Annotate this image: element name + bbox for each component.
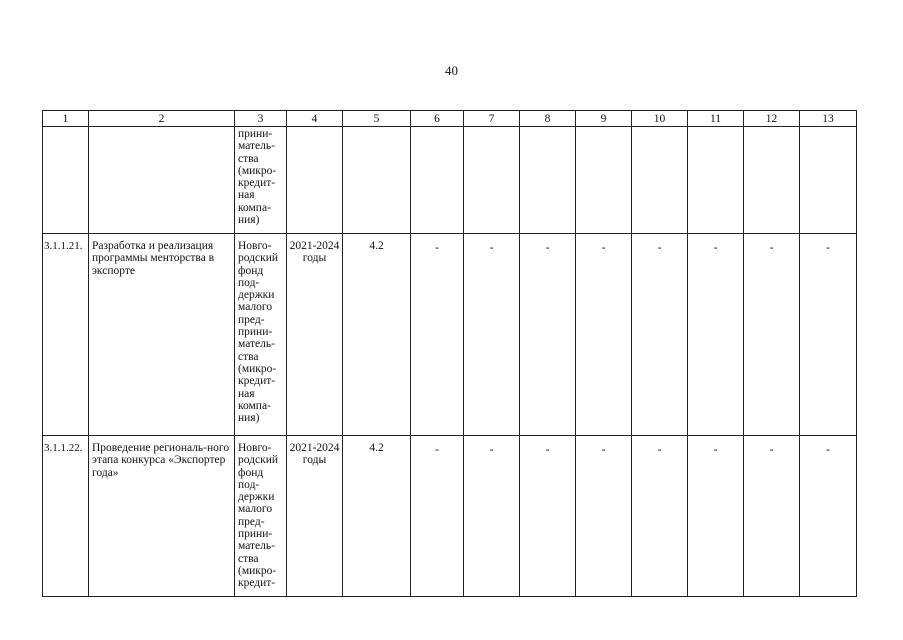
column-header: 8 <box>520 111 576 127</box>
activity-name: Разработка и реализация программы менторства в экспорте <box>89 234 235 436</box>
organization-cell: Новго- родский фонд под- держки малого пред- прини- матель- ства (микро- кредит- <box>235 436 287 597</box>
page-number: 40 <box>445 63 458 78</box>
empty-value-cell: - <box>520 436 576 597</box>
column-header: 5 <box>343 111 411 127</box>
empty-value-cell: - <box>464 234 520 436</box>
period-cell: 2021-2024 годы <box>287 436 343 597</box>
header-row <box>43 111 857 127</box>
empty-value-cell: - <box>632 436 688 597</box>
empty-value-cell: - <box>800 436 857 597</box>
column-header: 12 <box>744 111 800 127</box>
column-header: 4 <box>287 111 343 127</box>
organization-cell: Новго- родский фонд под- держки малого пред- прини- матель- ства (микро- кредит- ная компа- ния) <box>235 234 287 436</box>
column-header: 6 <box>411 111 464 127</box>
value-cell: 4.2 <box>343 436 411 597</box>
column-header: 11 <box>688 111 744 127</box>
column-header: 7 <box>464 111 520 127</box>
column-header: 10 <box>632 111 688 127</box>
activity-name: Проведение региональ-ного этапа конкурса «Экспортер года» <box>89 436 235 597</box>
empty-value-cell: - <box>800 234 857 436</box>
empty-value-cell: - <box>411 234 464 436</box>
empty-value-cell: - <box>688 436 744 597</box>
empty-value-cell: - <box>576 436 632 597</box>
row-number: 3.1.1.21. <box>43 234 89 436</box>
column-header: 2 <box>89 111 235 127</box>
empty-value-cell: - <box>744 436 800 597</box>
column-header: 9 <box>576 111 632 127</box>
empty-value-cell: - <box>520 234 576 436</box>
table-row <box>43 436 857 597</box>
value-cell: 4.2 <box>343 234 411 436</box>
period-cell: 2021-2024 годы <box>287 234 343 436</box>
column-header: 1 <box>43 111 89 127</box>
empty-value-cell: - <box>688 234 744 436</box>
data-table <box>42 110 857 597</box>
empty-value-cell: - <box>744 234 800 436</box>
column-header: 13 <box>800 111 857 127</box>
empty-value-cell: - <box>464 436 520 597</box>
empty-value-cell: - <box>576 234 632 436</box>
empty-value-cell: - <box>632 234 688 436</box>
organization-cell: прини- матель- ства (микро- кредит- ная компа- ния) <box>235 127 287 234</box>
row-number: 3.1.1.22. <box>43 436 89 597</box>
column-header: 3 <box>235 111 287 127</box>
table-row <box>43 234 857 436</box>
empty-value-cell: - <box>411 436 464 597</box>
table-row-continuation <box>43 127 857 234</box>
